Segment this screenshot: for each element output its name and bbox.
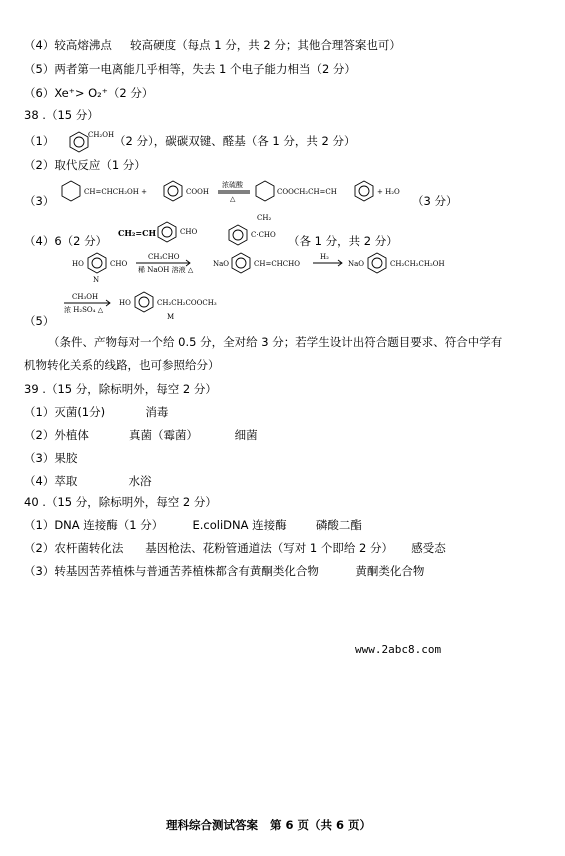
r6-hydroxy: HO [119, 299, 131, 307]
q38-4-score: （各 1 分，共 2 分） [288, 234, 398, 248]
cyclohexene-ring-r3c [256, 181, 274, 201]
r4-struct-a: CH₂=CH [118, 228, 157, 238]
q38-1-text: （2 分），碳碳双键、醛基（各 1 分，共 2 分） [114, 134, 356, 148]
q38-1-label: （1） [24, 134, 55, 148]
chemical-structures [0, 0, 565, 340]
r3-substrate-1: CH=CHCH₂OH + [84, 188, 147, 196]
r5-aldehyde: CHO [110, 260, 128, 268]
q38-3-score: （3 分） [412, 194, 458, 208]
benzene-ring-r4a [158, 222, 176, 242]
benzene-ring-r5b [232, 253, 250, 273]
r6-condition-1: CH₃OH [72, 293, 99, 301]
q39-2-line: （2）外植体 真菌（霉菌） 细菌 [24, 428, 258, 442]
q40-2-line: （2）农杆菌转化法 基因枪法、花粉管通道法（写对 1 个即给 2 分） 感受态 [24, 541, 446, 555]
r6-product: CH₂CH₂COOCH₃ [157, 299, 217, 307]
page-footer: 理科综合测试答案 第 6 页（共 6 页） [166, 818, 372, 832]
r5-condition-1: CH₃CHO [148, 253, 180, 261]
r3-heat: △ [230, 195, 236, 203]
benzene-ring-r5a [88, 253, 106, 273]
benzene-ring-r3d [355, 181, 373, 201]
q37-5-line: （5）两者第一电离能几乎相等，失去 1 个电子能力相当（2 分） [24, 62, 356, 76]
reaction-arrow-r3 [218, 191, 250, 193]
benzene-ring-r6 [135, 292, 153, 312]
r5-compound-n: N [93, 276, 100, 284]
q38-3-label: （3） [24, 194, 55, 208]
q39-4-line: （4）萃取 水浴 [24, 474, 152, 488]
r5-intermediate: CH=CHCHO [254, 260, 300, 268]
r6-compound-m: M [167, 313, 175, 321]
r4-struct-b-top: CH₂ [257, 214, 272, 222]
q38-5-label: （5） [24, 314, 55, 328]
cyclohexene-ring-r3a [62, 181, 80, 201]
benzene-ring-r3b [164, 181, 182, 201]
note-line-2: 机物转化关系的线路，也可参照给分） [24, 358, 220, 372]
r5-hydroxy: HO [72, 260, 84, 268]
benzene-ring-q38-1 [70, 132, 88, 152]
q37-4-line: （4）较高熔沸点 较高硬度（每点 1 分，共 2 分；其他合理答案也可） [24, 38, 401, 52]
q40-1-line: （1）DNA 连接酶（1 分） E.coliDNA 连接酶 磷酸二酯 [24, 518, 362, 532]
q38-2-line: （2）取代反应（1 分） [24, 158, 146, 172]
q39-1-line: （1）灭菌(1分) 消毒 [24, 405, 169, 419]
q39-3-line: （3）果胶 [24, 451, 78, 465]
q38-4-label: （4）6（2 分） [24, 234, 108, 248]
watermark-url: www.2abc8.com [355, 643, 442, 656]
benzene-ring-r5c [368, 253, 386, 273]
r5-sodium-oxide-2: NaO [348, 260, 365, 268]
r4-struct-b: C·CHO [251, 231, 276, 239]
q40-3-line: （3）转基因苦荞植株与普通苦荞植株都含有黄酮类化合物 黄酮类化合物 [24, 564, 425, 578]
q39-heading: 39 .（15 分，除标明外，每空 2 分） [24, 382, 217, 396]
r5-sodium-oxide: NaO [213, 260, 230, 268]
r3-condition: 浓硫酸 [222, 181, 243, 189]
note-line-1: （条件、产物每对一个给 0.5 分，全对给 3 分；若学生设计出符合题目要求、符合中学有 [48, 335, 503, 349]
q38-1-structure-label: CH₂OH [88, 131, 115, 139]
r3-water: + H₂O [377, 188, 400, 196]
r5-hydrogen: H₂ [320, 253, 329, 261]
q38-heading: 38 .（15 分） [24, 108, 99, 122]
benzene-ring-r4b [229, 225, 247, 245]
r4-struct-a-cho: CHO [180, 228, 198, 236]
r3-substrate-2: COOH [186, 188, 209, 196]
r6-condition-2: 浓 H₂SO₄ △ [64, 306, 104, 314]
q37-6-line: （6）Xe⁺> O₂⁺（2 分） [24, 86, 154, 100]
r5-condition-2: 稀 NaOH 溶液 △ [138, 266, 194, 274]
q40-heading: 40 .（15 分，除标明外，每空 2 分） [24, 495, 217, 509]
r3-product: COOCH₂CH=CH [277, 188, 337, 196]
r5-product: CH₂CH₂CH₂OH [390, 260, 445, 268]
